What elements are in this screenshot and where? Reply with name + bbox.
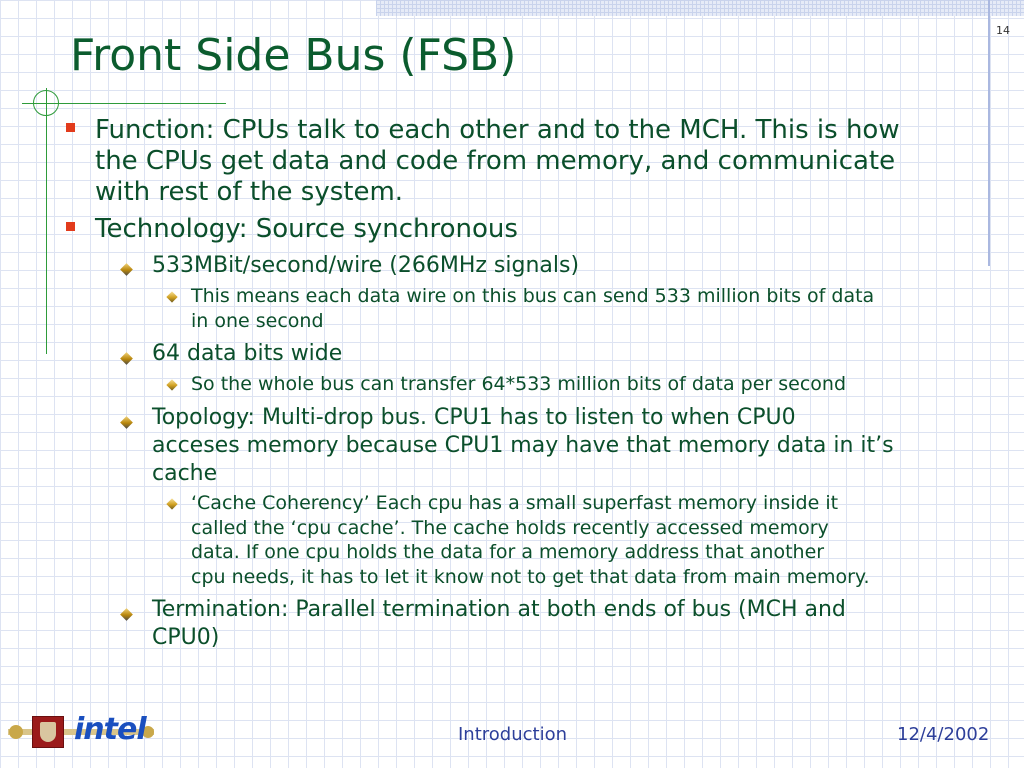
diamond-bullet-small-icon xyxy=(166,379,177,390)
bullet-width: 64 data bits wide xyxy=(152,341,343,366)
bullet-termination-line-1: Termination: Parallel termination at both ends of bus (MCH and xyxy=(152,597,846,622)
diamond-bullet-small-icon xyxy=(166,291,177,302)
bullet-function-line-2: the CPUs get data and code from memory, and communicate xyxy=(95,146,896,176)
sub-topology-line-2: called the ‘cpu cache’. The cache holds recently accessed memory xyxy=(191,517,829,539)
bullet-topology-line-3: cache xyxy=(152,461,218,486)
bullet-rate: 533MBit/second/wire (266MHz signals) xyxy=(152,253,580,278)
sub-rate-line-2: in one second xyxy=(191,310,324,332)
university-crest-icon xyxy=(32,716,64,748)
square-bullet-icon xyxy=(66,222,75,231)
bullet-function-line-1: Function: CPUs talk to each other and to the MCH. This is how xyxy=(95,115,900,145)
sub-width: So the whole bus can transfer 64*533 million bits of data per second xyxy=(191,373,847,395)
intel-logo: intel xyxy=(74,712,146,747)
sub-topology-line-3: data. If one cpu holds the data for a memory address that another xyxy=(191,541,825,563)
bullet-technology: Technology: Source synchronous xyxy=(95,214,518,244)
bullet-function-line-3: with rest of the system. xyxy=(95,177,404,207)
diamond-bullet-icon xyxy=(120,263,133,276)
diamond-bullet-small-icon xyxy=(166,498,177,509)
bullet-topology-line-1: Topology: Multi-drop bus. CPU1 has to listen to when CPU0 xyxy=(152,405,796,430)
sub-rate-line-1: This means each data wire on this bus can send 533 million bits of data xyxy=(191,285,875,307)
bullet-termination-line-2: CPU0) xyxy=(152,625,220,650)
footer-date: 12/4/2002 xyxy=(897,724,990,745)
square-bullet-icon xyxy=(66,123,75,132)
sub-topology-line-4: cpu needs, it has to let it know not to get that data from main memory. xyxy=(191,566,870,588)
slide-title: Front Side Bus (FSB) xyxy=(70,30,517,81)
footer-section-label: Introduction xyxy=(458,724,568,745)
diamond-bullet-icon xyxy=(120,416,133,429)
bullet-topology-line-2: acceses memory because CPU1 may have that memory data in it’s xyxy=(152,433,894,458)
slide-number: 14 xyxy=(996,24,1010,37)
diamond-bullet-icon xyxy=(120,608,133,621)
sub-topology-line-1: ‘Cache Coherency’ Each cpu has a small superfast memory inside it xyxy=(191,492,839,514)
diamond-bullet-icon xyxy=(120,352,133,365)
